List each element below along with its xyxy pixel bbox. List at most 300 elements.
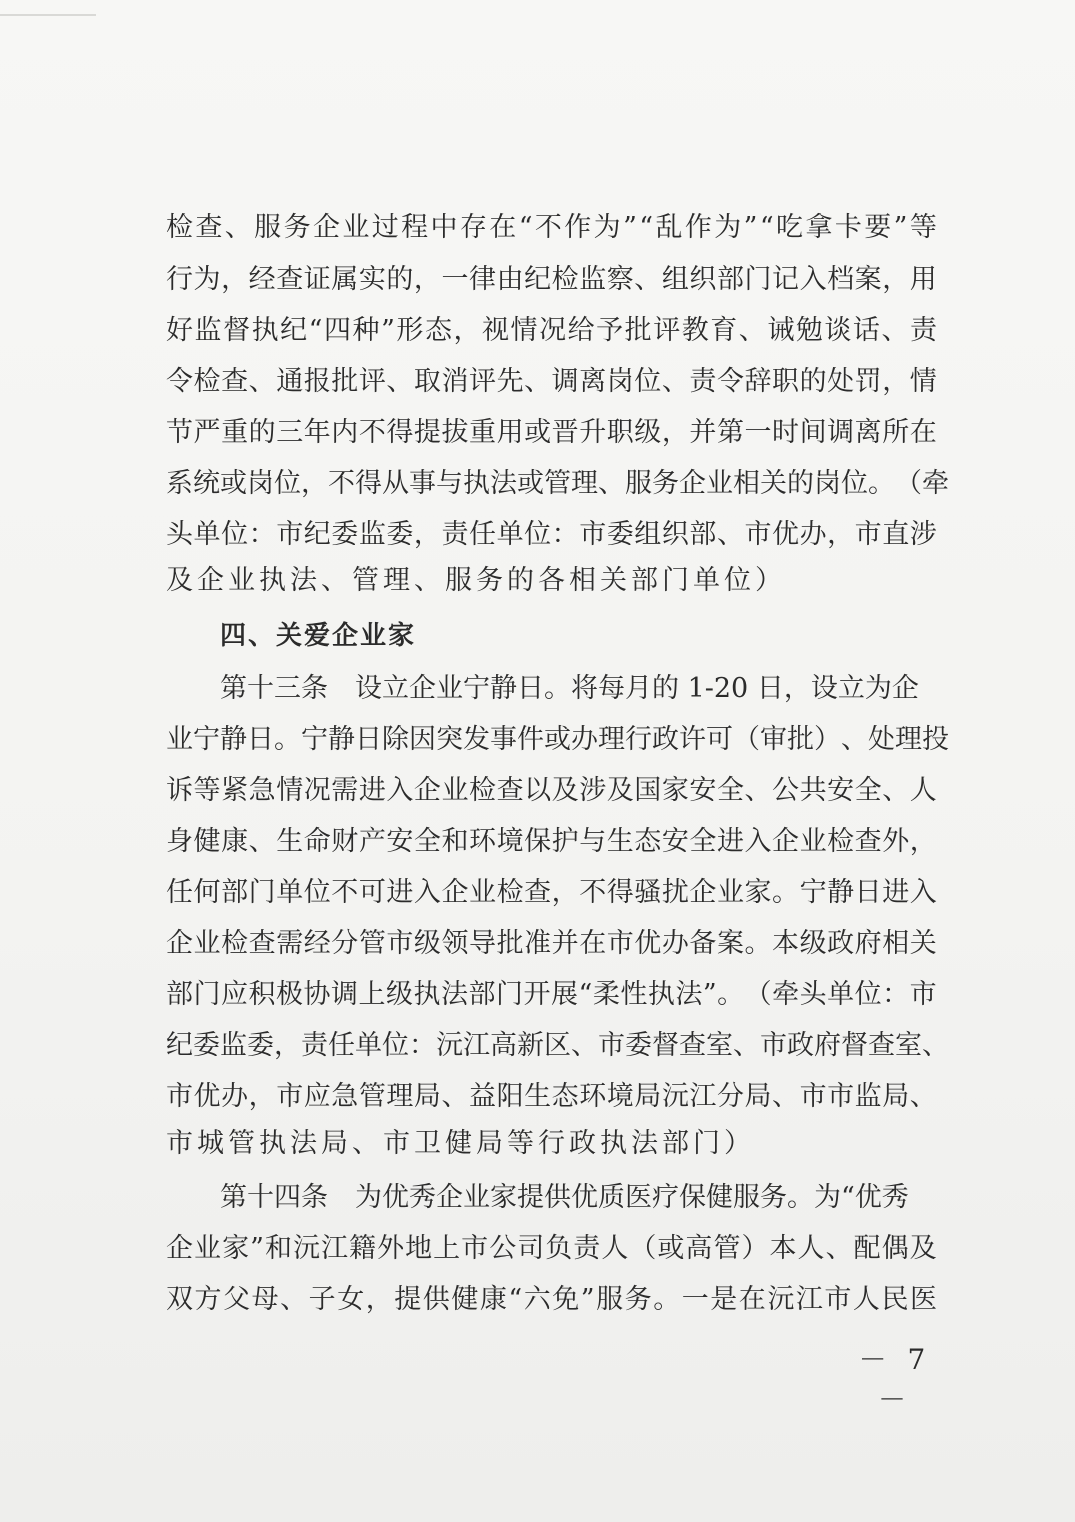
text-glyph: 健 (451, 1284, 479, 1315)
text-glyph: 法 (490, 468, 517, 499)
text-glyph: 检 (496, 877, 524, 908)
text-glyph: 作 (564, 212, 592, 243)
text-glyph: 日 (854, 877, 882, 908)
text-glyph: 除 (382, 724, 409, 755)
text-glyph: 上 (358, 979, 386, 1010)
text-glyph: 协 (303, 979, 331, 1010)
text-glyph: 检 (166, 212, 193, 243)
text-glyph: 。 (653, 1284, 681, 1315)
text-glyph: 骚 (634, 877, 662, 908)
text-glyph: 市 (598, 1030, 625, 1061)
text-glyph: 全 (689, 826, 717, 857)
text-glyph: 方 (194, 1284, 222, 1315)
text-glyph: 六 (523, 1284, 551, 1315)
text-glyph: 在 (738, 1284, 766, 1315)
text-glyph: 国 (634, 775, 662, 806)
text-glyph: 节 (166, 417, 193, 448)
text-glyph: 何 (193, 877, 221, 908)
text-glyph: 单 (276, 877, 304, 908)
text-glyph: 市 (276, 519, 304, 550)
text-glyph: 管 (713, 1233, 741, 1264)
text-glyph: 育 (710, 315, 738, 346)
body-line (0, 1020, 1075, 1072)
text-glyph: 和 (441, 826, 469, 857)
text-glyph: 关 (760, 468, 787, 499)
text-glyph: ： (551, 519, 579, 550)
text-glyph: 提 (394, 1284, 422, 1315)
text-glyph: 岗 (606, 366, 634, 397)
text-glyph: 江 (689, 1081, 717, 1112)
text-glyph: 配 (853, 1233, 881, 1264)
body-line (0, 458, 1075, 510)
text-glyph: 经 (303, 928, 331, 959)
text-glyph: 查 (248, 928, 276, 959)
text-glyph: 系 (166, 468, 193, 499)
text-glyph: 组 (634, 519, 662, 550)
text-glyph: 安 (386, 826, 414, 857)
text-glyph: 头 (799, 979, 827, 1010)
text-glyph: 乱 (655, 212, 683, 243)
text-glyph: 健 (193, 826, 221, 857)
text-glyph: 处 (868, 724, 895, 755)
text-glyph: 牵 (772, 979, 800, 1010)
text-glyph: 位 (274, 468, 301, 499)
text-glyph: 责 (301, 1030, 328, 1061)
body-line (0, 1274, 1075, 1326)
text-glyph: 织 (689, 264, 717, 295)
text-glyph: 高 (490, 1030, 517, 1061)
text-glyph: 办 (661, 928, 689, 959)
text-glyph: 法 (675, 979, 703, 1010)
text-glyph: 位 (634, 366, 662, 397)
text-glyph: 市 (276, 1081, 304, 1112)
text-glyph: 公 (489, 1233, 517, 1264)
text-glyph: 位 (382, 1030, 409, 1061)
body-line (0, 918, 1075, 970)
text-glyph: 办 (799, 519, 827, 550)
body-line (0, 305, 1075, 357)
body-line: 市城管执法局、市卫健局等行政执法部门） (166, 1128, 755, 1159)
text-glyph: 、 (280, 1284, 308, 1315)
text-glyph: 人 (852, 1284, 880, 1315)
text-glyph: ” (743, 212, 758, 243)
text-glyph: ， (413, 264, 441, 295)
text-glyph: 可 (358, 877, 386, 908)
text-glyph: 、 (825, 1233, 853, 1264)
text-glyph: 分 (716, 1081, 744, 1112)
text-glyph: 为 (593, 212, 621, 243)
text-glyph: 业 (799, 826, 827, 857)
text-glyph: 由 (496, 264, 524, 295)
text-glyph: 服 (596, 1284, 624, 1315)
text-glyph: 重 (469, 417, 497, 448)
text-glyph: （ (744, 979, 772, 1010)
text-glyph: 责 (573, 1233, 601, 1264)
text-glyph: ” (250, 1233, 264, 1264)
text-glyph: 、 (772, 1081, 800, 1112)
text-glyph: 门 (193, 979, 221, 1010)
text-glyph: 第 (716, 417, 744, 448)
text-glyph: 监 (579, 264, 607, 295)
text-glyph: 责 (441, 519, 469, 550)
text-glyph: 市 (606, 928, 634, 959)
text-glyph: 委 (247, 1030, 274, 1061)
text-glyph: 态 (634, 826, 662, 857)
text-glyph: 监 (194, 315, 222, 346)
text-glyph: 取 (413, 366, 441, 397)
text-glyph: 可 (706, 724, 733, 755)
text-glyph: 、 (386, 366, 414, 397)
text-glyph: 事 (490, 724, 517, 755)
text-glyph: 或 (524, 417, 552, 448)
text-glyph: 全 (413, 826, 441, 857)
text-glyph: 宁 (193, 724, 220, 755)
text-glyph: 、 (733, 1030, 760, 1061)
text-glyph: 是 (710, 1284, 738, 1315)
text-glyph: 不 (328, 468, 355, 499)
text-glyph: 理 (571, 468, 598, 499)
text-glyph: 地 (405, 1233, 433, 1264)
text-glyph: 人 (909, 775, 937, 806)
text-glyph: 需 (331, 775, 359, 806)
text-glyph: 检 (827, 826, 855, 857)
text-glyph: 应 (303, 1081, 331, 1112)
text-glyph: 不 (358, 417, 386, 448)
text-glyph: 形 (396, 315, 424, 346)
text-glyph: 级 (413, 928, 441, 959)
text-glyph: 入 (413, 877, 441, 908)
text-glyph: 诫 (767, 315, 795, 346)
text-glyph: 、 (598, 468, 625, 499)
text-glyph: 查 (868, 1030, 895, 1061)
text-glyph: 件 (517, 724, 544, 755)
article-13-first-line: 第十三条 设立企业宁静日。将每月的 1-20 日，设立为企 (220, 673, 919, 704)
text-glyph: 查 (276, 264, 304, 295)
text-glyph: 、 (248, 826, 276, 857)
text-glyph: 办 (571, 724, 598, 755)
text-glyph: 检 (551, 264, 579, 295)
text-glyph: 为 (714, 212, 742, 243)
text-glyph: 政 (787, 1030, 814, 1061)
text-glyph: 紧 (221, 775, 249, 806)
text-glyph: ” (623, 212, 637, 243)
text-glyph: 及 (551, 775, 579, 806)
text-glyph: 案 (716, 928, 744, 959)
text-glyph: 四 (324, 315, 351, 346)
text-glyph: 诉 (166, 775, 193, 806)
text-glyph: 企 (772, 826, 800, 857)
text-glyph: 督 (652, 1030, 679, 1061)
text-glyph: ： (882, 979, 910, 1010)
text-glyph: 局 (634, 1081, 662, 1112)
text-glyph: 业 (166, 724, 193, 755)
text-glyph: 勉 (795, 315, 823, 346)
text-glyph: 公 (772, 775, 800, 806)
text-glyph: 三 (276, 417, 304, 448)
text-glyph: 业 (441, 775, 469, 806)
text-glyph: 在 (579, 928, 607, 959)
text-glyph: 府 (854, 928, 882, 959)
text-glyph: 单 (827, 979, 855, 1010)
text-glyph: ， (248, 1081, 276, 1112)
text-glyph: 位 (221, 519, 249, 550)
text-glyph: （ (629, 1233, 657, 1264)
text-glyph: 需 (276, 928, 304, 959)
text-glyph: 因 (409, 724, 436, 755)
text-glyph: 检 (469, 775, 497, 806)
text-glyph: 查 (195, 212, 223, 243)
text-glyph: 委 (331, 519, 359, 550)
text-glyph: 本 (772, 928, 800, 959)
text-glyph: 吃 (776, 212, 804, 243)
text-glyph: 业 (716, 877, 744, 908)
text-glyph: 拔 (441, 417, 469, 448)
text-glyph: 企 (166, 1233, 193, 1264)
text-glyph: 分 (331, 928, 359, 959)
text-glyph: 评 (358, 366, 386, 397)
text-glyph: 、 (571, 1030, 598, 1061)
text-glyph: 纪 (166, 1030, 193, 1061)
text-glyph: 提 (413, 417, 441, 448)
text-glyph: 。 (274, 724, 301, 755)
text-glyph: 等 (193, 775, 221, 806)
text-glyph: 案 (854, 264, 882, 295)
text-glyph: 家 (744, 877, 772, 908)
text-glyph: 本 (769, 1233, 797, 1264)
text-glyph: 话 (852, 315, 880, 346)
text-glyph: 察 (606, 264, 634, 295)
text-glyph: 审 (760, 724, 787, 755)
text-glyph: 从 (382, 468, 409, 499)
text-glyph: 所 (882, 417, 910, 448)
text-glyph: 及 (909, 1233, 937, 1264)
text-glyph: 涉 (579, 775, 607, 806)
text-glyph: 环 (469, 826, 497, 857)
text-glyph: 服 (625, 468, 652, 499)
text-glyph: 用 (496, 417, 524, 448)
text-glyph: 位 (841, 468, 868, 499)
text-glyph: 一 (744, 417, 772, 448)
text-glyph: 重 (221, 417, 249, 448)
text-glyph: 纪 (280, 315, 308, 346)
text-glyph: 教 (681, 315, 709, 346)
text-glyph: 晋 (551, 417, 579, 448)
text-glyph: 政 (652, 724, 679, 755)
text-glyph: 入 (744, 826, 772, 857)
text-glyph: 监 (358, 519, 386, 550)
text-glyph: 业 (342, 212, 370, 243)
text-glyph: “ (518, 212, 533, 243)
text-glyph: （ (895, 468, 922, 499)
text-glyph: 门 (496, 979, 523, 1010)
text-glyph: 室 (706, 1030, 733, 1061)
body-line (0, 765, 1075, 817)
text-glyph: 投 (922, 724, 949, 755)
text-glyph: 共 (799, 775, 827, 806)
text-glyph: 市 (909, 979, 937, 1010)
text-glyph: 、 (841, 724, 868, 755)
text-glyph: 的 (799, 366, 827, 397)
text-glyph: 发 (463, 724, 490, 755)
text-glyph: 律 (469, 264, 497, 295)
text-glyph: ” (893, 212, 908, 243)
text-glyph: 市 (386, 928, 414, 959)
text-glyph: 岗 (247, 468, 274, 499)
text-glyph: 委 (625, 1030, 652, 1061)
text-glyph: 单 (193, 519, 221, 550)
text-glyph: ， (221, 264, 249, 295)
text-glyph: 态 (551, 1081, 579, 1112)
text-glyph: 或 (657, 1233, 685, 1264)
text-glyph: 辞 (744, 366, 772, 397)
text-glyph: 市 (799, 1081, 827, 1112)
text-glyph: 年 (303, 417, 331, 448)
body-line (0, 1223, 1075, 1275)
text-glyph: 市 (854, 519, 882, 550)
text-glyph: 执 (413, 979, 441, 1010)
text-glyph: 境 (606, 1081, 634, 1112)
text-glyph: 一 (441, 264, 469, 295)
text-glyph: 江 (795, 1284, 823, 1315)
text-glyph: 务 (652, 468, 679, 499)
text-glyph: 令 (166, 366, 193, 397)
text-glyph: 委 (193, 1030, 220, 1061)
text-glyph: 沅 (436, 1030, 463, 1061)
text-glyph: 直 (882, 519, 910, 550)
text-glyph: 情 (276, 775, 304, 806)
text-glyph: 日 (355, 724, 382, 755)
text-glyph: 责 (909, 315, 937, 346)
text-glyph: 为 (193, 264, 221, 295)
text-glyph: 务 (283, 212, 311, 243)
text-glyph: ： (248, 519, 276, 550)
text-glyph: 业 (193, 928, 221, 959)
text-glyph: 生 (606, 826, 634, 857)
text-glyph: 安 (689, 775, 717, 806)
text-glyph: 部 (716, 264, 744, 295)
text-glyph: 行 (625, 724, 652, 755)
text-glyph: 况 (539, 315, 567, 346)
text-glyph: ， (365, 1284, 393, 1315)
text-glyph: 谈 (824, 315, 852, 346)
text-glyph: 负 (545, 1233, 573, 1264)
text-glyph: 外 (377, 1233, 405, 1264)
text-glyph: 牵 (922, 468, 949, 499)
text-glyph: 程 (401, 212, 429, 243)
text-glyph: 头 (166, 519, 193, 550)
text-glyph: 免 (552, 1284, 580, 1315)
text-glyph: 评 (469, 366, 497, 397)
text-glyph: “ (308, 315, 323, 346)
text-glyph: 档 (827, 264, 855, 295)
text-glyph: 市 (744, 519, 772, 550)
text-glyph: 、 (922, 1030, 949, 1061)
text-glyph: 民 (881, 1284, 909, 1315)
text-glyph: 情 (909, 366, 937, 397)
text-glyph: 执 (463, 468, 490, 499)
text-glyph: 职 (606, 417, 634, 448)
text-glyph: 、 (441, 1081, 469, 1112)
text-glyph: 、 (909, 1081, 937, 1112)
text-glyph: 。 (717, 979, 745, 1010)
text-glyph: ” (580, 1284, 595, 1315)
text-glyph: 、 (744, 775, 772, 806)
text-glyph: 企 (413, 775, 441, 806)
text-glyph: 委 (386, 519, 414, 550)
text-glyph: 等 (909, 212, 937, 243)
text-glyph: 调 (551, 366, 579, 397)
text-glyph: 沅 (767, 1284, 795, 1315)
text-glyph: 医 (909, 1284, 937, 1315)
text-glyph: 生 (524, 1081, 552, 1112)
text-glyph: 内 (331, 417, 359, 448)
text-glyph: 经 (248, 264, 276, 295)
text-glyph: 关 (909, 928, 937, 959)
text-glyph: 全 (716, 775, 744, 806)
text-glyph: 沅 (292, 1233, 320, 1264)
text-glyph: 的 (386, 264, 414, 295)
text-glyph: 评 (653, 315, 681, 346)
text-glyph: 优 (772, 519, 800, 550)
text-glyph: ： (409, 1030, 436, 1061)
text-glyph: ， (453, 315, 481, 346)
text-glyph: 办 (221, 1081, 249, 1112)
text-glyph: 全 (854, 775, 882, 806)
text-glyph: 位 (854, 979, 882, 1010)
article-14-first-line: 第十四条 为优秀企业家提供优质医疗保健服务。为“优秀 (220, 1182, 909, 1213)
text-glyph: 并 (689, 417, 717, 448)
text-glyph: 情 (510, 315, 538, 346)
text-glyph: 日 (247, 724, 274, 755)
body-line (0, 816, 1075, 868)
text-glyph: 时 (772, 417, 800, 448)
text-glyph: 宁 (799, 877, 827, 908)
text-glyph: 升 (579, 417, 607, 448)
text-glyph: 新 (517, 1030, 544, 1061)
text-glyph: 静 (827, 877, 855, 908)
text-glyph: 批 (331, 366, 359, 397)
text-glyph: 不 (579, 877, 607, 908)
text-glyph: 级 (634, 417, 662, 448)
text-glyph: 位 (524, 519, 552, 550)
text-glyph: 及 (606, 775, 634, 806)
text-glyph: 严 (193, 417, 221, 448)
text-glyph: 查 (524, 877, 552, 908)
text-glyph: 与 (436, 468, 463, 499)
text-glyph: 宁 (301, 724, 328, 755)
text-glyph: 扰 (661, 877, 689, 908)
text-glyph: 部 (689, 519, 717, 550)
text-glyph: 调 (827, 417, 855, 448)
text-glyph: 护 (551, 826, 579, 857)
text-glyph: 命 (303, 826, 331, 857)
text-glyph: 企 (679, 468, 706, 499)
text-glyph: 室 (895, 1030, 922, 1061)
text-glyph: 许 (679, 724, 706, 755)
text-glyph: 上 (433, 1233, 461, 1264)
page-number: － 7 － (858, 1343, 932, 1416)
text-glyph: 沅 (661, 1081, 689, 1112)
text-glyph: 入 (799, 264, 827, 295)
text-glyph: 急 (248, 775, 276, 806)
text-glyph: “ (759, 212, 774, 243)
text-glyph: 的 (787, 468, 814, 499)
text-glyph: 岗 (814, 468, 841, 499)
text-glyph: 入 (386, 775, 414, 806)
text-glyph: 康 (221, 826, 249, 857)
text-glyph: 拿 (805, 212, 833, 243)
text-glyph: 得 (386, 417, 414, 448)
